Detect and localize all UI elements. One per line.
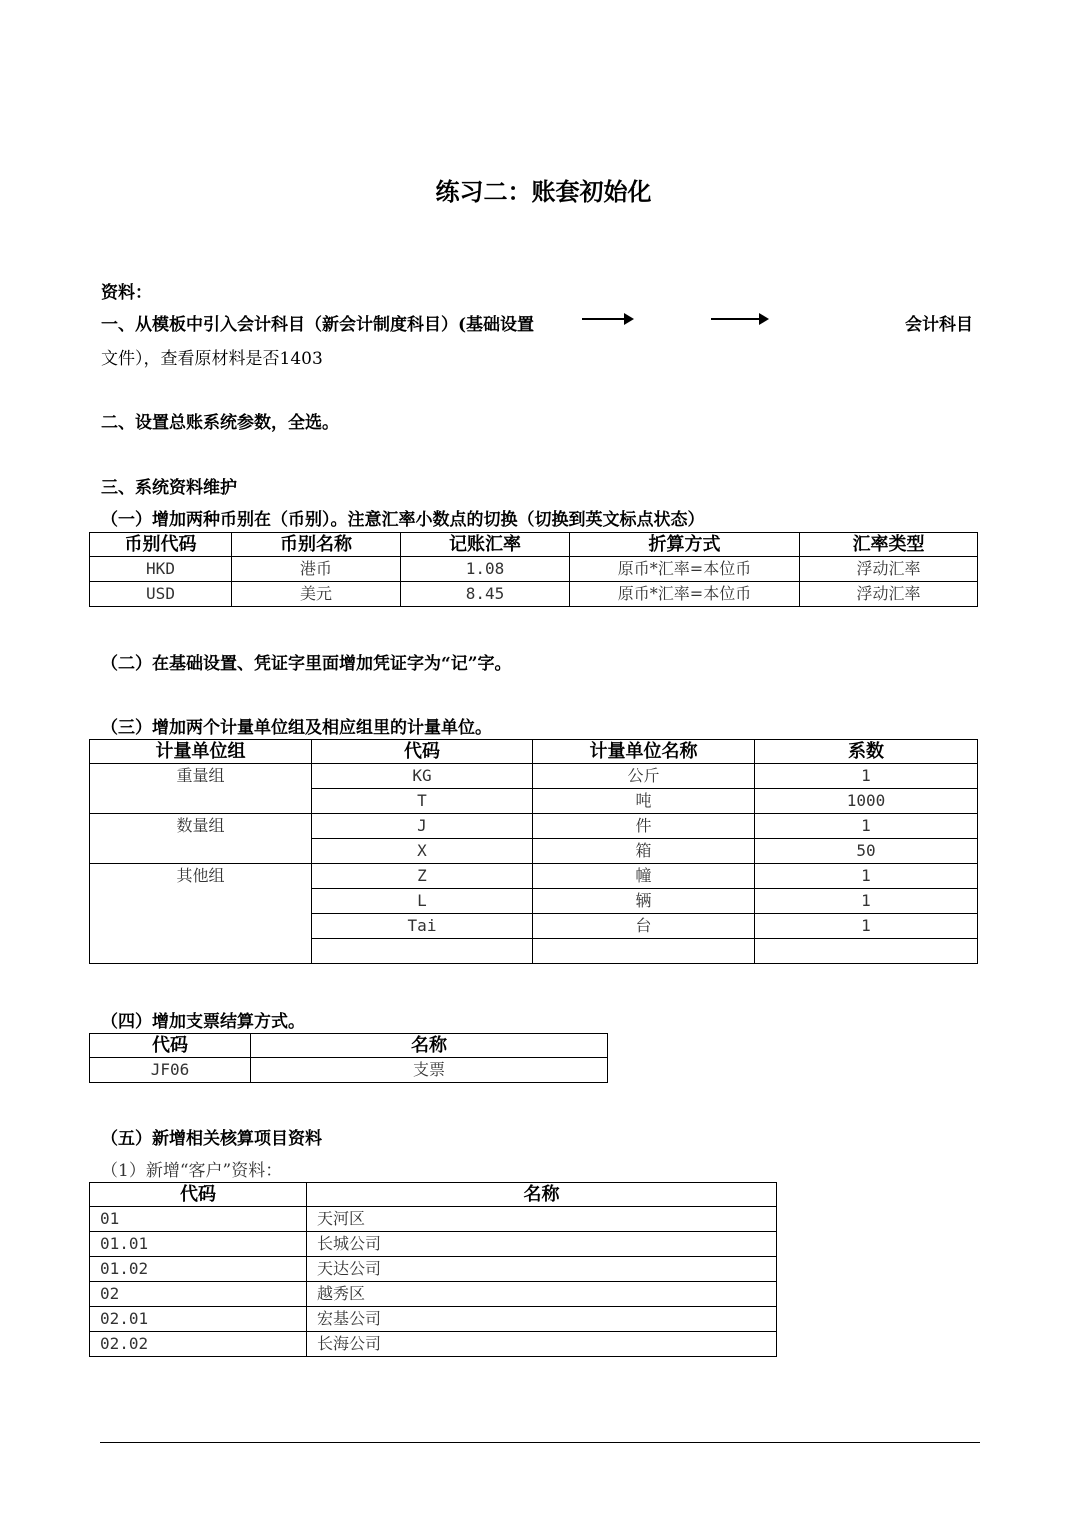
cell: 1 (755, 914, 978, 939)
column-header: 汇率类型 (800, 533, 978, 557)
cell: 天达公司 (307, 1257, 777, 1282)
cell: 8.45 (401, 582, 570, 607)
cell (755, 939, 978, 964)
cell: 1000 (755, 789, 978, 814)
table-row (90, 1232, 777, 1257)
group-cell: 数量组 (90, 814, 312, 864)
table-header-row (90, 1034, 608, 1058)
table-row (90, 1307, 777, 1332)
cell: 台 (533, 914, 755, 939)
cell: 越秀区 (307, 1282, 777, 1307)
cell: 长海公司 (307, 1332, 777, 1357)
currency-table (89, 532, 978, 607)
cell: T (312, 789, 533, 814)
column-header: 记账汇率 (401, 533, 570, 557)
section5-heading: （五）新增相关核算项目资料 (101, 1129, 322, 1149)
group-cell: 其他组 (90, 864, 312, 964)
cell: 50 (755, 839, 978, 864)
footer-divider (100, 1442, 980, 1443)
table-row (90, 1332, 777, 1357)
cell: 1 (755, 764, 978, 789)
settlement-table (89, 1033, 608, 1083)
cell: 支票 (251, 1058, 608, 1083)
table-row (90, 764, 978, 789)
cell: L (312, 889, 533, 914)
table-row (90, 1058, 608, 1083)
cell: JF06 (90, 1058, 251, 1083)
column-header: 名称 (307, 1183, 777, 1207)
cell: 02.02 (90, 1332, 307, 1357)
cell: 公斤 (533, 764, 755, 789)
cell: 长城公司 (307, 1232, 777, 1257)
cell: 辆 (533, 889, 755, 914)
table-row (90, 1207, 777, 1232)
arrow-right-icon (582, 318, 632, 320)
customer-table (89, 1182, 777, 1357)
item3-text: 三、系统资料维护 (101, 478, 237, 498)
section3-heading: （三）增加两个计量单位组及相应组里的计量单位。 (101, 718, 492, 738)
column-header: 计量单位名称 (533, 740, 755, 764)
cell: 天河区 (307, 1207, 777, 1232)
table-header-row (90, 740, 978, 764)
section4-heading: （四）增加支票结算方式。 (101, 1012, 305, 1032)
cell: 1 (755, 889, 978, 914)
cell: Z (312, 864, 533, 889)
page-title: 练习二：账套初始化 (435, 177, 652, 206)
table-row (90, 1282, 777, 1307)
column-header: 代码 (90, 1183, 307, 1207)
cell: 浮动汇率 (800, 582, 978, 607)
group-cell: 重量组 (90, 764, 312, 814)
cell: 美元 (232, 582, 401, 607)
column-header: 计量单位组 (90, 740, 312, 764)
cell: 01.01 (90, 1232, 307, 1257)
unit-table (89, 739, 978, 964)
cell: 箱 (533, 839, 755, 864)
arrow-right-icon (711, 318, 767, 320)
cell: 1 (755, 864, 978, 889)
table-row (90, 864, 978, 889)
column-header: 币别名称 (232, 533, 401, 557)
section1-heading: （一）增加两种币别在（币别）。注意汇率小数点的切换（切换到英文标点状态） (101, 510, 705, 530)
materials-label: 资料： (101, 283, 152, 303)
table-row (90, 814, 978, 839)
table-row (90, 1257, 777, 1282)
item1-target: 会计科目 (905, 315, 973, 335)
column-header: 折算方式 (570, 533, 800, 557)
cell: Tai (312, 914, 533, 939)
table-row (90, 557, 978, 582)
cell: X (312, 839, 533, 864)
column-header: 系数 (755, 740, 978, 764)
item1-continuation: 文件），查看原材料是否1403 (101, 349, 323, 369)
cell: 浮动汇率 (800, 557, 978, 582)
cell: KG (312, 764, 533, 789)
item2-text: 二、设置总账系统参数，全选。 (101, 413, 339, 433)
table-header-row (90, 533, 978, 557)
section2-heading: （二）在基础设置、凭证字里面增加凭证字为“记”字。 (101, 654, 512, 674)
cell: 幢 (533, 864, 755, 889)
cell (533, 939, 755, 964)
cell: 1.08 (401, 557, 570, 582)
table-header-row (90, 1183, 777, 1207)
cell: 件 (533, 814, 755, 839)
cell: J (312, 814, 533, 839)
section5-subheading: （1）新增“客户”资料： (101, 1161, 283, 1181)
column-header: 代码 (90, 1034, 251, 1058)
cell: USD (90, 582, 232, 607)
cell: 原币*汇率=本位币 (570, 582, 800, 607)
cell: 01.02 (90, 1257, 307, 1282)
cell: 02 (90, 1282, 307, 1307)
column-header: 代码 (312, 740, 533, 764)
cell: 原币*汇率=本位币 (570, 557, 800, 582)
cell: 01 (90, 1207, 307, 1232)
column-header: 币别代码 (90, 533, 232, 557)
cell: 吨 (533, 789, 755, 814)
cell: 宏基公司 (307, 1307, 777, 1332)
cell (312, 939, 533, 964)
cell: 02.01 (90, 1307, 307, 1332)
cell: 港币 (232, 557, 401, 582)
cell: 1 (755, 814, 978, 839)
item1-text: 一、从模板中引入会计科目（新会计制度科目）(基础设置 (101, 315, 535, 335)
column-header: 名称 (251, 1034, 608, 1058)
table-row (90, 582, 978, 607)
cell: HKD (90, 557, 232, 582)
